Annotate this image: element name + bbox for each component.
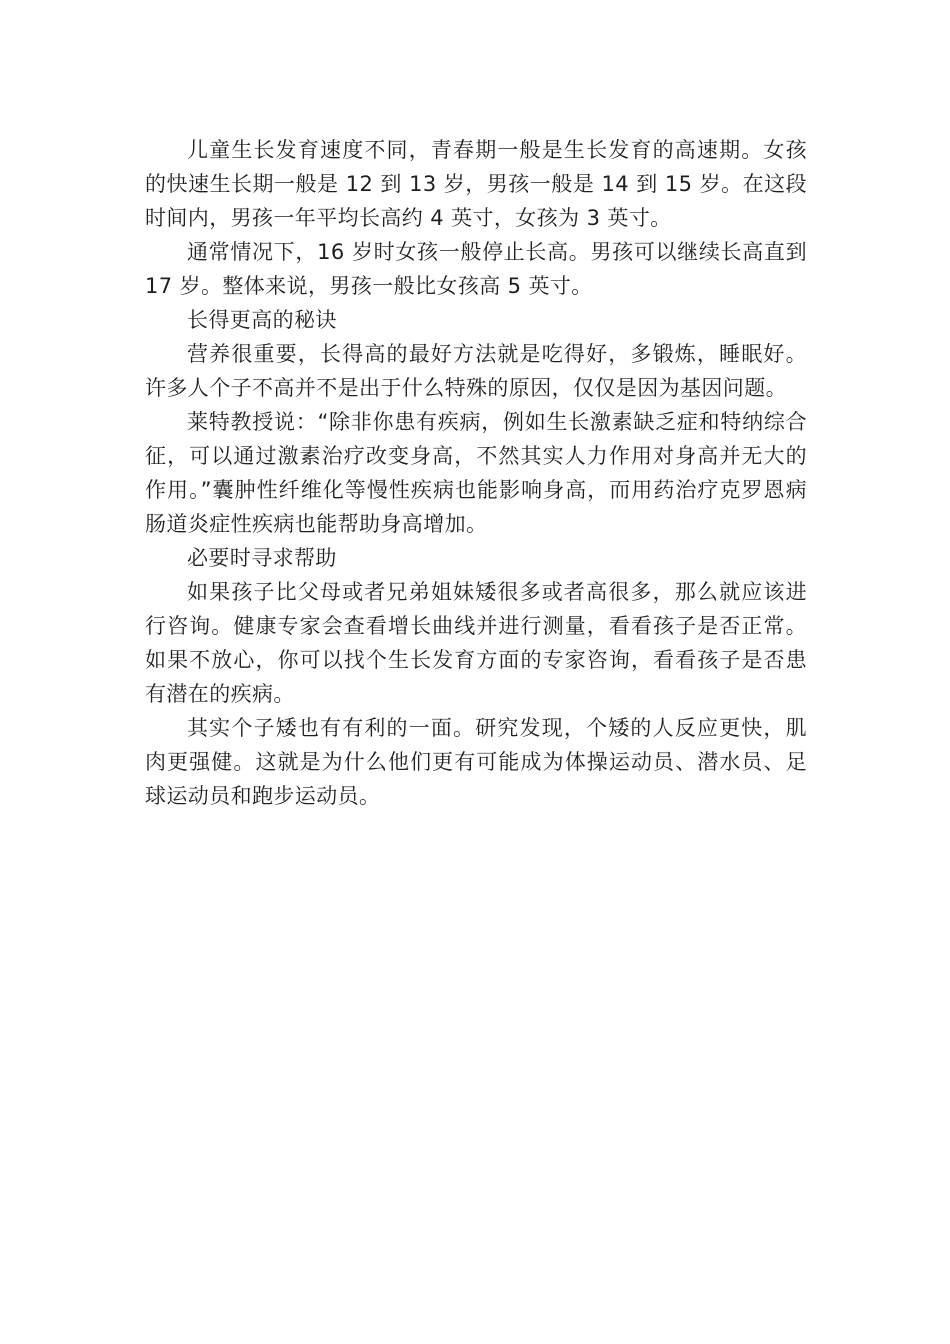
paragraph-consultation: 如果孩子比父母或者兄弟姐妹矮很多或者高很多，那么就应该进行咨询。健康专家会查看增长曲线并进行测量，看看孩子是否正常。如果不放心，你可以找个生长发育方面的专家咨询，看看孩子是否患有潜在的疾病。 — [145, 580, 807, 706]
paragraph-growth-speed: 儿童生长发育速度不同，青春期一般是生长发育的高速期。女孩的快速生长期一般是 12 到 13 岁，男孩一般是 14 到 15 岁。在这段时间内，男孩一年平均长高约 4 英寸，女孩为 3 英寸。 — [145, 138, 807, 230]
section-heading-tips: 长得更高的秘诀 — [187, 308, 337, 332]
paragraph-stop-growing: 通常情况下，16 岁时女孩一般停止长高。男孩可以继续长高直到 17 岁。整体来说，男孩一般比女孩高 5 英寸。 — [145, 240, 807, 298]
paragraph-professor-quote: 莱特教授说：“除非你患有疾病，例如生长激素缺乏症和特纳综合征，可以通过激素治疗改变身高，不然其实人力作用对身高并无大的作用。”囊肿性纤维化等慢性疾病也能影响身高，而用药治疗克罗恩病肠道炎症性疾病也能帮助身高增加。 — [145, 410, 807, 536]
paragraph-short-advantages: 其实个子矮也有有利的一面。研究发现，个矮的人反应更快，肌肉更强健。这就是为什么他们更有可能成为体操运动员、潜水员、足球运动员和跑步运动员。 — [145, 716, 807, 808]
document-body — [145, 133, 807, 813]
section-heading-help: 必要时寻求帮助 — [187, 546, 337, 570]
paragraph-nutrition: 营养很重要，长得高的最好方法就是吃得好，多锻炼，睡眠好。许多人个子不高并不是出于什么特殊的原因，仅仅是因为基因问题。 — [145, 342, 807, 400]
